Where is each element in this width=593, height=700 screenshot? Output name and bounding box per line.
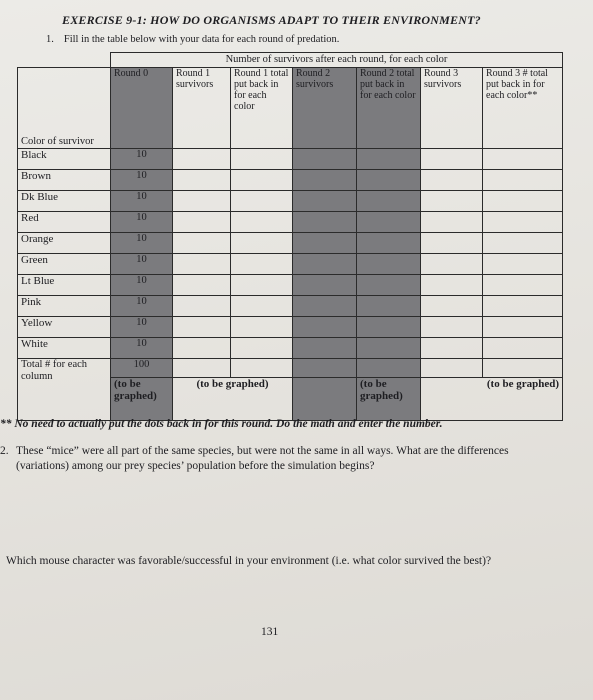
round2-survivors-cell[interactable] [293,338,357,359]
round3-survivors-cell[interactable] [421,317,483,338]
table-row [18,191,563,212]
total-round3-survivors[interactable] [421,359,483,378]
round3-total-cell[interactable] [483,254,563,275]
round3-survivors-cell[interactable] [421,170,483,191]
round2-total-cell[interactable] [357,212,421,233]
round2-total-cell[interactable] [357,233,421,254]
round1-survivors-cell[interactable] [173,233,231,254]
round1-survivors-cell[interactable] [173,170,231,191]
round2-survivors-cell[interactable] [293,191,357,212]
round2-survivors-cell[interactable] [293,296,357,317]
round0-value: 10 [111,149,173,170]
page-number: 131 [261,626,279,638]
round1-total-cell[interactable] [231,254,293,275]
round1-survivors-cell[interactable] [173,275,231,296]
graphed-round2[interactable] [357,378,421,421]
round3-total-cell[interactable] [483,275,563,296]
round3-total-cell[interactable] [483,170,563,191]
col-header-round3-total: Round 3 # total put back in for each color** [483,68,563,149]
question-2-text: These “mice” were all part of the same species, but were not the same in all ways. What are the differences (variations) among our prey species’ population before the simulation begins? [16,445,509,472]
col-header-round0: Round 0 [111,68,173,149]
graphed-round3[interactable] [421,378,563,421]
question-2-number: 2. [0,445,9,457]
round2-survivors-cell[interactable] [293,233,357,254]
round3-total-cell[interactable] [483,233,563,254]
round3-survivors-cell[interactable] [421,296,483,317]
round0-value: 10 [111,212,173,233]
col-header-round2-survivors: Round 2 survivors [293,68,357,149]
round1-survivors-cell[interactable] [173,338,231,359]
round1-total-cell[interactable] [231,275,293,296]
round0-value: 10 [111,317,173,338]
round2-survivors-cell[interactable] [293,149,357,170]
round0-value: 10 [111,254,173,275]
col-header-round1-total: Round 1 total put back in for each color [231,68,293,149]
question-2 [0,444,560,473]
page-title: EXERCISE 9-1: HOW DO ORGANISMS ADAPT TO THEIR ENVIRONMENT? [62,13,481,27]
color-label: Red [18,212,111,233]
total-round1-survivors[interactable] [173,359,231,378]
round2-total-cell[interactable] [357,170,421,191]
round3-total-cell[interactable] [483,338,563,359]
round2-survivors-cell[interactable] [293,275,357,296]
color-label: Lt Blue [18,275,111,296]
table-row [18,275,563,296]
round0-value: 10 [111,275,173,296]
round2-total-cell[interactable] [357,149,421,170]
total-round2-total[interactable] [357,359,421,378]
round1-survivors-cell[interactable] [173,317,231,338]
round2-total-cell[interactable] [357,296,421,317]
round3-survivors-cell[interactable] [421,149,483,170]
round2-survivors-cell[interactable] [293,170,357,191]
round0-value: 10 [111,338,173,359]
round3-total-cell[interactable] [483,296,563,317]
round2-total-cell[interactable] [357,254,421,275]
round1-total-cell[interactable] [231,338,293,359]
round2-total-cell[interactable] [357,191,421,212]
graphed-label: (to be graphed) [196,378,269,390]
total-round2-survivors[interactable] [293,359,357,378]
color-label: Orange [18,233,111,254]
round1-total-cell[interactable] [231,233,293,254]
round0-value: 10 [111,233,173,254]
color-label: Brown [18,170,111,191]
question-1-text: Fill in the table below with your data for each round of predation. [63,34,340,45]
round1-survivors-cell[interactable] [173,191,231,212]
question-1 [46,34,339,45]
graphed-round2-survivors [293,378,357,421]
round3-survivors-cell[interactable] [421,233,483,254]
color-label: White [18,338,111,359]
round1-survivors-cell[interactable] [173,296,231,317]
round3-survivors-cell[interactable] [421,275,483,296]
round3-total-cell[interactable] [483,191,563,212]
round2-total-cell[interactable] [357,338,421,359]
round0-value: 10 [111,191,173,212]
round3-survivors-cell[interactable] [421,338,483,359]
total-round1-total[interactable] [231,359,293,378]
round1-total-cell[interactable] [231,317,293,338]
question-1-number: 1. [46,34,54,45]
round2-survivors-cell[interactable] [293,317,357,338]
round3-survivors-cell[interactable] [421,254,483,275]
graphed-label: (to be graphed) [114,378,157,402]
round3-total-cell[interactable] [483,212,563,233]
round3-total-cell[interactable] [483,149,563,170]
table-row [18,212,563,233]
color-label: Pink [18,296,111,317]
table-row [18,170,563,191]
table-row [18,254,563,275]
predation-data-table [17,52,563,421]
round2-survivors-cell[interactable] [293,254,357,275]
table-row [18,317,563,338]
round0-value: 10 [111,170,173,191]
col-header-round1-survivors: Round 1 survivors [173,68,231,149]
graphed-label: (to be graphed) [486,378,559,390]
table-row [18,296,563,317]
round1-total-cell[interactable] [231,191,293,212]
round3-survivors-cell[interactable] [421,212,483,233]
footnote: ** No need to actually put the dots back in for this round. Do the math and enter the number. [0,418,443,430]
round1-survivors-cell[interactable] [173,212,231,233]
table-corner [18,53,111,68]
table-row [18,149,563,170]
table-row [18,233,563,254]
color-label: Yellow [18,317,111,338]
color-label: Green [18,254,111,275]
round1-survivors-cell[interactable] [173,254,231,275]
round1-survivors-cell[interactable] [173,149,231,170]
round0-value: 10 [111,296,173,317]
total-label: Total # for each column [18,359,111,421]
round2-survivors-cell[interactable] [293,212,357,233]
color-label: Black [18,149,111,170]
table-banner: Number of survivors after each round, for each color [111,53,563,68]
question-3: Which mouse character was favorable/successful in your environment (i.e. what color survived the best)? [6,555,492,567]
graphed-round1[interactable] [173,378,293,421]
round3-total-cell[interactable] [483,317,563,338]
color-header: Color of survivor [18,68,111,149]
round2-total-cell[interactable] [357,317,421,338]
round3-survivors-cell[interactable] [421,191,483,212]
round1-total-cell[interactable] [231,149,293,170]
col-header-round3-survivors: Round 3 survivors [421,68,483,149]
graphed-round0[interactable] [111,378,173,421]
round1-total-cell[interactable] [231,212,293,233]
color-label: Dk Blue [18,191,111,212]
round2-total-cell[interactable] [357,275,421,296]
round1-total-cell[interactable] [231,296,293,317]
total-round3-total[interactable] [483,359,563,378]
graphed-label: (to be graphed) [360,378,403,402]
total-round0: 100 [111,359,173,378]
col-header-round2-total: Round 2 total put back in for each color [357,68,421,149]
round1-total-cell[interactable] [231,170,293,191]
table-body [18,149,563,359]
table-row [18,338,563,359]
